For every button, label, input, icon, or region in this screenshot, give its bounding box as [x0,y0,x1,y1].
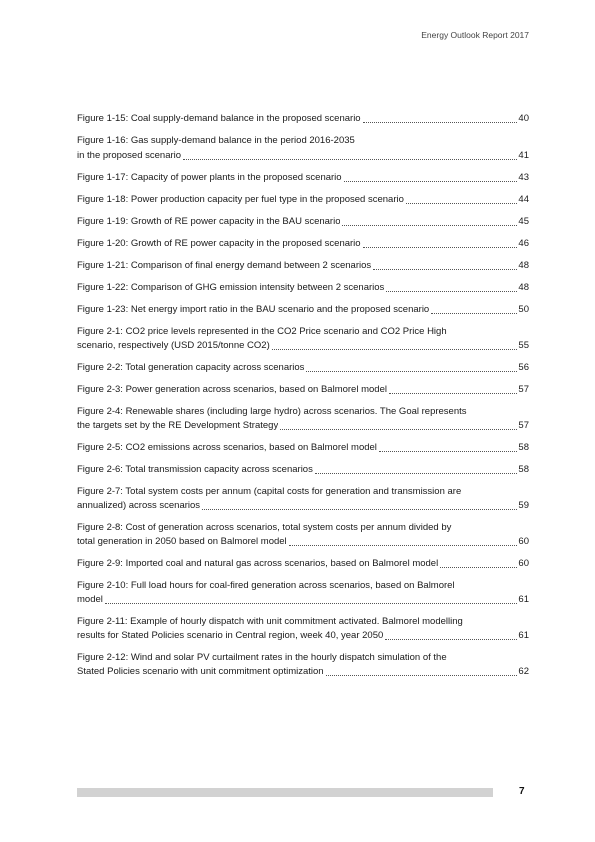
toc-entry-line [77,593,529,607]
toc-entry-line [77,303,529,317]
toc-entry-text: Figure 1-19: Growth of RE power capacity in the BAU scenario [77,216,341,227]
toc-entry-line [77,499,529,513]
toc-entry-page: 58 [518,464,529,475]
toc-entry-line [77,419,529,433]
toc-entry[interactable] [77,579,529,607]
toc-entry[interactable] [77,485,529,513]
toc-entry-line [77,535,529,549]
toc-entry-text: results for Stated Policies scenario in Central region, week 40, year 2050 [77,630,384,641]
toc-entry-text: Figure 2-1: CO2 price levels represented in the CO2 Price scenario and CO2 Price High [77,326,447,337]
toc-entry-page: 62 [518,666,529,677]
toc-entry-text: Figure 2-8: Cost of generation across scenarios, total system costs per annum divided by [77,522,452,533]
toc-entry-line [77,149,529,163]
toc-entry-line [77,259,529,273]
dot-leader [272,348,518,350]
toc-entry-line [77,237,529,251]
toc-entry-text: Figure 1-16: Gas supply-demand balance in the period 2016-2035 [77,135,355,146]
toc-entry-text: Figure 2-12: Wind and solar PV curtailment rates in the hourly dispatch simulation of the [77,652,447,663]
toc-entry[interactable] [77,281,529,295]
toc-entry-page: 59 [518,500,529,511]
toc-entry-page: 60 [518,536,529,547]
toc-entry[interactable] [77,259,529,273]
toc-entry-line [77,171,529,185]
toc-entry-line [77,383,529,397]
toc-entry-line [77,193,529,207]
toc-entry-page: 44 [518,194,529,205]
dot-leader [385,638,517,640]
toc-entry-line [77,112,529,126]
dot-leader [326,674,518,676]
toc-entry-page: 48 [518,260,529,271]
toc-entry-page: 58 [518,442,529,453]
toc-entry[interactable] [77,325,529,353]
dot-leader [363,246,518,248]
toc-entry[interactable] [77,361,529,375]
toc-entry-line [77,665,529,679]
toc-entry-page: 48 [518,282,529,293]
toc-entry-line [77,361,529,375]
toc-entry-page: 43 [518,172,529,183]
page-number: 7 [519,786,525,797]
dot-leader [379,450,518,452]
toc-entry-page: 46 [518,238,529,249]
dot-leader [280,428,517,430]
toc-entry[interactable] [77,303,529,317]
toc-entry-page: 56 [518,362,529,373]
toc-entry[interactable] [77,521,529,549]
toc-entry-text: Figure 2-6: Total transmission capacity across scenarios [77,464,313,475]
dot-leader [406,202,518,204]
toc-entry[interactable] [77,171,529,185]
dot-leader [363,121,518,123]
toc-entry-text: Figure 2-5: CO2 emissions across scenarios, based on Balmorel model [77,442,377,453]
toc-entry-text: scenario, respectively (USD 2015/tonne CO2) [77,340,270,351]
toc-entry-text: model [77,594,103,605]
toc-entry-line [77,215,529,229]
toc-entry[interactable] [77,383,529,397]
dot-leader [344,180,518,182]
toc-entry[interactable] [77,193,529,207]
toc-entry-line [77,463,529,477]
toc-entry-page: 45 [518,216,529,227]
dot-leader [289,544,518,546]
dot-leader [202,508,517,510]
toc-entry-page: 40 [518,113,529,124]
dot-leader [373,268,517,270]
dot-leader [342,224,517,226]
toc-entry-line [77,339,529,353]
toc-entry[interactable] [77,441,529,455]
toc-entry-text: total generation in 2050 based on Balmorel model [77,536,287,547]
toc-entry-page: 57 [518,420,529,431]
list-of-figures [77,112,529,687]
dot-leader [431,312,517,314]
dot-leader [183,158,517,160]
toc-entry-text: Figure 2-9: Imported coal and natural gas across scenarios, based on Balmorel model [77,558,439,569]
toc-entry-text: Figure 2-7: Total system costs per annum (capital costs for generation and transmission are [77,486,462,497]
dot-leader [440,566,517,568]
toc-entry-text: Figure 1-22: Comparison of GHG emission intensity between 2 scenarios [77,282,385,293]
toc-entry-text: Figure 2-3: Power generation across scenarios, based on Balmorel model [77,384,387,395]
dot-leader [306,370,517,372]
toc-entry-page: 50 [518,304,529,315]
toc-entry[interactable] [77,215,529,229]
toc-entry-text: Stated Policies scenario with unit commitment optimization [77,666,324,677]
dot-leader [105,602,518,604]
toc-entry-page: 57 [518,384,529,395]
toc-entry[interactable] [77,463,529,477]
toc-entry-text: Figure 2-11: Example of hourly dispatch with unit commitment activated. Balmorel modelling [77,616,463,627]
toc-entry-text: Figure 1-20: Growth of RE power capacity in the proposed scenario [77,238,361,249]
dot-leader [315,472,518,474]
toc-entry-text: Figure 1-21: Comparison of final energy demand between 2 scenarios [77,260,372,271]
dot-leader [386,290,517,292]
toc-entry-page: 41 [518,150,529,161]
toc-entry-line [77,557,529,571]
toc-entry-text: Figure 1-23: Net energy import ratio in the BAU scenario and the proposed scenario [77,304,430,315]
toc-entry-page: 61 [518,594,529,605]
toc-entry-text: Figure 2-2: Total generation capacity across scenarios [77,362,305,373]
toc-entry[interactable] [77,237,529,251]
toc-entry-line [77,629,529,643]
toc-entry-page: 55 [518,340,529,351]
toc-entry[interactable] [77,651,529,679]
toc-entry[interactable] [77,405,529,433]
toc-entry-text: Figure 1-15: Coal supply-demand balance in the proposed scenario [77,113,361,124]
toc-entry-text: Figure 1-17: Capacity of power plants in the proposed scenario [77,172,342,183]
toc-entry[interactable] [77,134,529,148]
toc-entry-text: in the proposed scenario [77,150,182,161]
toc-entry-text: Figure 2-4: Renewable shares (including large hydro) across scenarios. The Goal represents [77,406,467,417]
toc-entry[interactable] [77,615,529,643]
toc-entry[interactable] [77,557,529,571]
dot-leader [389,392,517,394]
toc-entry-text: annualized) across scenarios [77,500,201,511]
toc-entry-text: Figure 2-10: Full load hours for coal-fired generation across scenarios, based on Balmorel [77,580,455,591]
toc-entry[interactable] [77,112,529,126]
toc-entry-text: the targets set by the RE Development Strategy [77,420,279,431]
toc-entry[interactable] [77,149,529,163]
toc-entry-page: 61 [518,630,529,641]
toc-entry-line [77,441,529,455]
toc-entry-line [77,281,529,295]
toc-entry-page: 60 [518,558,529,569]
running-header: Energy Outlook Report 2017 [421,30,529,40]
toc-entry-text: Figure 1-18: Power production capacity per fuel type in the proposed scenario [77,194,404,205]
footer-bar [77,788,493,797]
